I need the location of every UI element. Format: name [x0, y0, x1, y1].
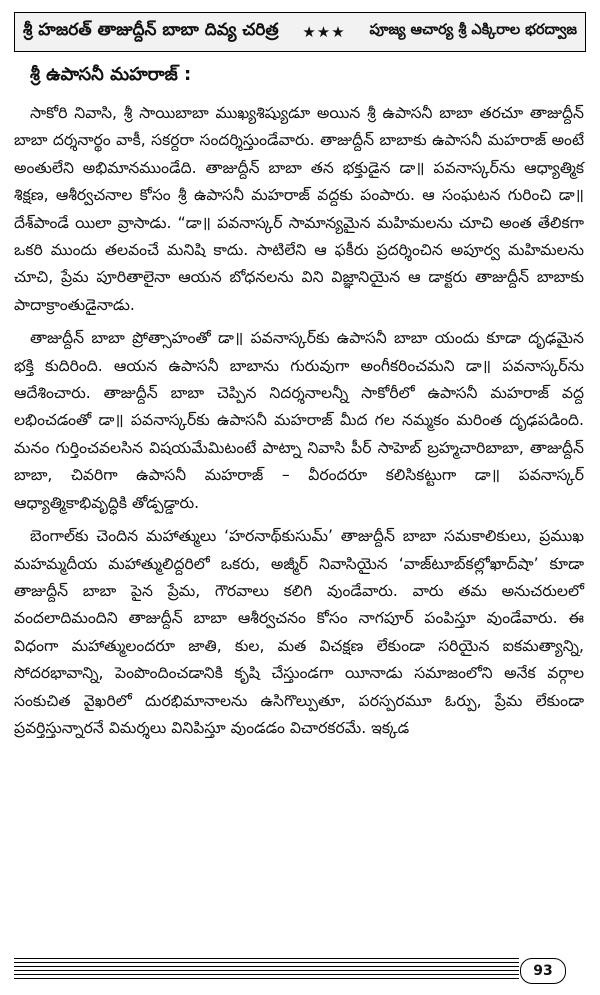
paragraph-2: తాజుద్దీన్ బాబా ప్రోత్సాహంతో డా॥ పవనాస్కర్‌కు ఉపాసనీ బాబా యందు కూడా దృఢమైన భక్తి కుదిరింది. ఆయన ఉపాసనీ బాబాను గురువుగా అంగీకరించమని డా॥ పవనాస్కర్‌ను ఆదేశించారు. తాజుద్దీన్ బాబా చెప్పిన నిదర్శనాలన్నీ సాకోరీలో ఉపాసనీ మహరాజ్ వద్ద లభించడంతో డా॥ పవనాస్కర్‌కు ఉపాసనీ మహరాజ్ మీద గల నమ్మకం మరింత దృఢపడింది. మనం గుర్తించవలసిన విషయమేమిటంటే పాట్నా నివాసి పీర్ సాహెబ్ బ్రహ్మచారిబాబా, తాజుద్దీన్ బాబా, చివరిగా ఉపాసనీ మహరాజ్ – వీరందరూ కలిసికట్టుగా డా॥ పవనాస్కర్ ఆధ్యాత్మికాభివృద్ధికి తోడ్పడ్డారు. — [14, 329, 584, 512]
section-heading: శ్రీ ఉపాసనీ మహరాజ్ : — [30, 64, 192, 85]
book-title: శ్రీ హజరత్ తాజుద్దీన్ బాబా దివ్య చరిత్ర — [23, 20, 279, 40]
paragraph-3: బెంగాల్‌కు చెందిన మహాత్ములు ‘హరనాథ్‌కుసుమ్’ తాజుద్దీన్ బాబా సమకాలికులు, ప్రముఖ మహమ్మదీయ మహాత్ములిద్దరిలో ఒకరు, అజ్మీర్ నివాసియైన ‘వాజ్‌టూబ్‌కల్లోఖాద్‌షా’ కూడా తాజుద్దీన్ బాబా పైన ప్రేమ, గౌరవాలు కలిగి వుండేవారు. వారు తమ అనుచరులలో వందలాదిమందిని తాజుద్దీన్ బాబా ఆశీర్వచనం కోసం నాగపూర్ పంపిస్తూ వుండేవారు. ఈ విధంగా మహాత్ములందరూ జాతి, కుల, మత విచక్షణ లేకుండా సరియైన ఐకమత్యాన్ని, సోదరభావాన్ని, పెంపొందించడానికి కృషి చేస్తుండగా యీనాడు సమాజంలోని అనేక వర్గాల సంకుచిత వైఖరిలో దురభిమానాలను ఉసిగొల్పుతూ, పరస్పరమూ ఓర్పు, ప్రేమ లేకుండా ప్రవర్తిస్తున్నారనే విమర్శలు వినిపిస్తూ వుండడం విచారకరమే. ఇక్కడ — [14, 527, 584, 737]
footer-rules — [14, 958, 519, 982]
star-separator: ★★★ — [302, 23, 346, 41]
page-number: 93 — [520, 958, 566, 984]
paragraph-1: సాకోరి నివాసి, శ్రీ సాయిబాబా ముఖ్యశిష్యుడూ అయిన శ్రీ ఉపాసనీ బాబా తరచూ తాజుద్దీన్ బాబా దర్శనార్థం వాకీ, సకర్దరా సందర్శిస్తుండేవారు. తాజుద్దీన్ బాబాకు ఉపాసనీ మహరాజ్ అంటే అంతులేని అభిమానముండేది. తాజుద్దీన్ బాబా తన భక్తుడైన డా॥ పవనాస్కర్‌ను ఆధ్యాత్మిక శిక్షణ, ఆశీర్వచనాల కోసం శ్రీ ఉపాసనీ మహరాజ్ వద్దకు పంపారు. ఆ సంఘటన గురించి డా॥ దేశ్‌పాండే యిలా వ్రాసాడు. “డా॥ పవనాస్కర్ సామాన్యమైన మహిమలను చూచి అంత తేలికగా ఒకరి ముందు తలవంచే మనిషి కాదు. సాటిలేని ఆ ఫకీరు ప్రదర్శించిన అపూర్వ మహిమలను చూచి, ప్రేమ పూరితాలైనా ఆయన బోధనలను విని విజ్ఞానియైన ఆ డాక్టరు తాజుద్దీన్ బాబాకు పాదాక్రాంతుడైనాడు. — [14, 104, 584, 314]
body-text — [14, 100, 584, 748]
author-name: పూజ్య ఆచార్య శ్రీ ఎక్కిరాల భరద్వాజ — [369, 22, 577, 38]
running-header — [14, 12, 586, 52]
